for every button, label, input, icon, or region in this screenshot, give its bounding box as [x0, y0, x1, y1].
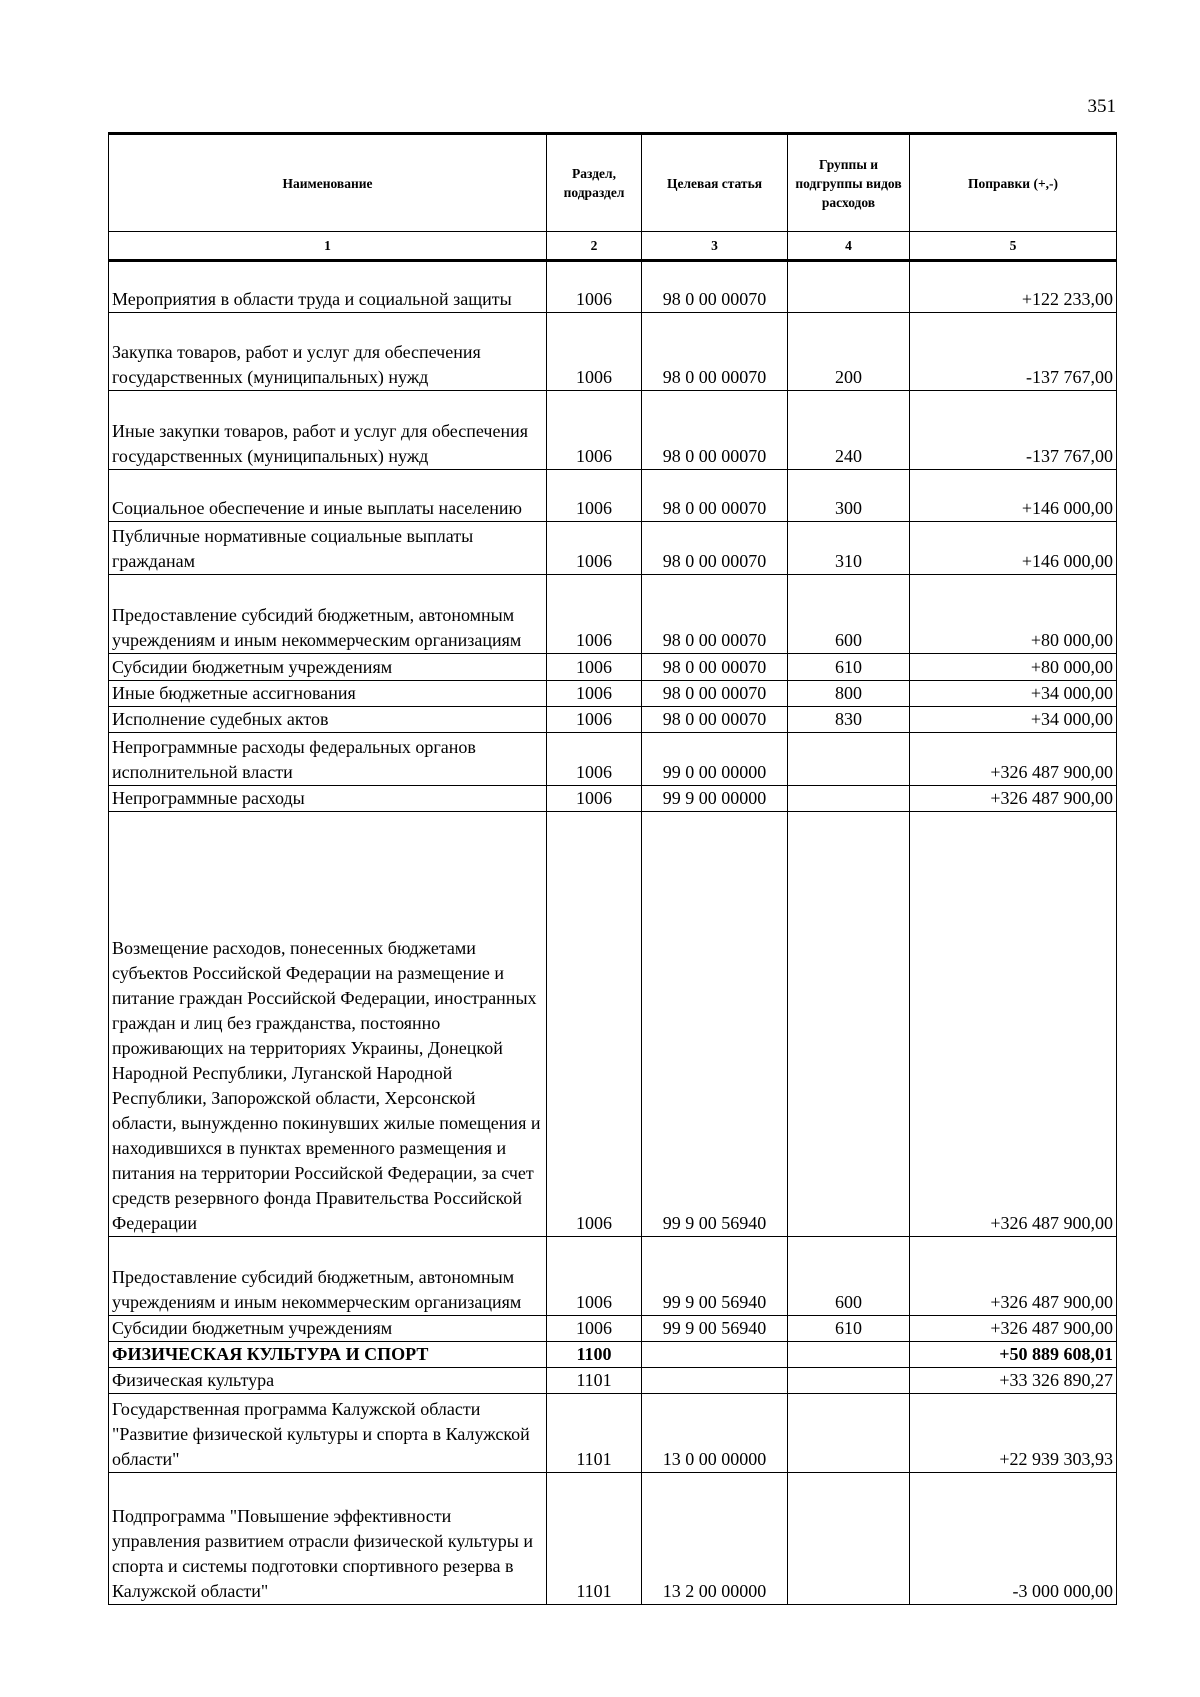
header-target: Целевая статья	[642, 134, 788, 232]
table-row	[109, 733, 1117, 786]
row-group	[788, 1394, 910, 1473]
header-groups: Группы и подгруппы видов расходов	[788, 134, 910, 232]
column-number-row	[109, 232, 1117, 261]
row-section: 1100	[547, 1342, 642, 1368]
table-row	[109, 575, 1117, 654]
row-name: Субсидии бюджетным учреждениям	[109, 1316, 547, 1342]
table-row	[109, 261, 1117, 313]
row-name: Возмещение расходов, понесенных бюджетами субъектов Российской Федерации на размещение и питание граждан Российской Федерации, иностранных граждан и лиц без гражданства, постоянно проживающих на территориях Украины, Донецкой Народной Республики, Луганской Народной Республики, Запорожской области, Херсонской области, вынужденно покинувших жилые помещения и находившихся в пунктах временного размещения и питания на территории Российской Федерации, за счет средств резервного фонда Правительства Российской Федерации	[109, 812, 547, 1237]
row-target: 98 0 00 00070	[642, 522, 788, 575]
row-amount: +34 000,00	[910, 707, 1117, 733]
header-amendments: Поправки (+,-)	[910, 134, 1117, 232]
row-section: 1101	[547, 1368, 642, 1394]
row-target: 99 9 00 56940	[642, 1237, 788, 1316]
row-name: Публичные нормативные социальные выплаты гражданам	[109, 522, 547, 575]
row-name: Непрограммные расходы	[109, 786, 547, 812]
table-row	[109, 1473, 1117, 1605]
table-row	[109, 470, 1117, 522]
row-target: 99 9 00 56940	[642, 812, 788, 1237]
row-group: 600	[788, 1237, 910, 1316]
table-row	[109, 1394, 1117, 1473]
row-target: 98 0 00 00070	[642, 681, 788, 707]
row-section: 1006	[547, 313, 642, 391]
row-target: 98 0 00 00070	[642, 707, 788, 733]
row-section: 1006	[547, 1316, 642, 1342]
row-amount: +22 939 303,93	[910, 1394, 1117, 1473]
row-section: 1006	[547, 733, 642, 786]
table-row	[109, 522, 1117, 575]
row-amount: -137 767,00	[910, 313, 1117, 391]
row-group: 600	[788, 575, 910, 654]
row-target: 98 0 00 00070	[642, 470, 788, 522]
row-amount: +80 000,00	[910, 575, 1117, 654]
row-name: Иные бюджетные ассигнования	[109, 681, 547, 707]
row-name: Закупка товаров, работ и услуг для обеспечения государственных (муниципальных) нужд	[109, 313, 547, 391]
row-section: 1101	[547, 1394, 642, 1473]
row-name: Социальное обеспечение и иные выплаты населению	[109, 470, 547, 522]
row-amount: +34 000,00	[910, 681, 1117, 707]
row-group	[788, 812, 910, 1237]
row-name: Физическая культура	[109, 1368, 547, 1394]
row-group: 310	[788, 522, 910, 575]
row-group: 830	[788, 707, 910, 733]
row-group: 200	[788, 313, 910, 391]
row-section: 1006	[547, 391, 642, 470]
table-row	[109, 786, 1117, 812]
column-number: 3	[642, 232, 788, 261]
row-target: 99 0 00 00000	[642, 733, 788, 786]
table-row	[109, 1342, 1117, 1368]
row-group: 610	[788, 654, 910, 681]
table-row	[109, 812, 1117, 1237]
row-section: 1006	[547, 812, 642, 1237]
budget-amendments-table	[108, 132, 1117, 1605]
column-number: 5	[910, 232, 1117, 261]
row-group	[788, 786, 910, 812]
table-header-row	[109, 134, 1117, 232]
row-section: 1006	[547, 261, 642, 313]
row-target: 98 0 00 00070	[642, 313, 788, 391]
row-amount: +326 487 900,00	[910, 733, 1117, 786]
row-target: 99 9 00 56940	[642, 1316, 788, 1342]
row-section: 1006	[547, 470, 642, 522]
row-section: 1006	[547, 786, 642, 812]
row-name: Субсидии бюджетным учреждениям	[109, 654, 547, 681]
row-section: 1006	[547, 1237, 642, 1316]
row-amount: +80 000,00	[910, 654, 1117, 681]
table-row	[109, 1237, 1117, 1316]
row-group	[788, 1368, 910, 1394]
row-section: 1006	[547, 575, 642, 654]
row-target: 98 0 00 00070	[642, 391, 788, 470]
table-row	[109, 313, 1117, 391]
row-name: Предоставление субсидий бюджетным, автономным учреждениям и иным некоммерческим организациям	[109, 575, 547, 654]
row-amount: +326 487 900,00	[910, 786, 1117, 812]
row-group: 800	[788, 681, 910, 707]
row-section: 1006	[547, 522, 642, 575]
row-name: ФИЗИЧЕСКАЯ КУЛЬТУРА И СПОРТ	[109, 1342, 547, 1368]
row-amount: +146 000,00	[910, 470, 1117, 522]
row-name: Предоставление субсидий бюджетным, автономным учреждениям и иным некоммерческим организациям	[109, 1237, 547, 1316]
row-target: 98 0 00 00070	[642, 654, 788, 681]
row-amount: +326 487 900,00	[910, 812, 1117, 1237]
row-section: 1006	[547, 654, 642, 681]
row-target: 98 0 00 00070	[642, 575, 788, 654]
row-target: 98 0 00 00070	[642, 261, 788, 313]
table-row	[109, 707, 1117, 733]
header-name: Наименование	[109, 134, 547, 232]
page-number: 351	[1087, 96, 1116, 117]
column-number: 4	[788, 232, 910, 261]
row-amount: -3 000 000,00	[910, 1473, 1117, 1605]
table-row	[109, 1368, 1117, 1394]
table-row	[109, 391, 1117, 470]
row-group	[788, 733, 910, 786]
table-row	[109, 681, 1117, 707]
row-amount: +33 326 890,27	[910, 1368, 1117, 1394]
row-amount: +326 487 900,00	[910, 1316, 1117, 1342]
row-section: 1101	[547, 1473, 642, 1605]
row-group: 610	[788, 1316, 910, 1342]
row-name: Исполнение судебных актов	[109, 707, 547, 733]
column-number: 1	[109, 232, 547, 261]
row-target: 13 2 00 00000	[642, 1473, 788, 1605]
row-target	[642, 1342, 788, 1368]
row-amount: +122 233,00	[910, 261, 1117, 313]
table-row	[109, 1316, 1117, 1342]
row-section: 1006	[547, 681, 642, 707]
row-group: 300	[788, 470, 910, 522]
row-name: Иные закупки товаров, работ и услуг для обеспечения государственных (муниципальных) нужд	[109, 391, 547, 470]
row-name: Мероприятия в области труда и социальной защиты	[109, 261, 547, 313]
row-amount: +326 487 900,00	[910, 1237, 1117, 1316]
row-amount: +146 000,00	[910, 522, 1117, 575]
column-number: 2	[547, 232, 642, 261]
row-group	[788, 1342, 910, 1368]
row-target	[642, 1368, 788, 1394]
row-name: Непрограммные расходы федеральных органов исполнительной власти	[109, 733, 547, 786]
row-group	[788, 261, 910, 313]
header-section: Раздел, подраздел	[547, 134, 642, 232]
row-amount: +50 889 608,01	[910, 1342, 1117, 1368]
row-target: 99 9 00 00000	[642, 786, 788, 812]
row-section: 1006	[547, 707, 642, 733]
row-group	[788, 1473, 910, 1605]
row-amount: -137 767,00	[910, 391, 1117, 470]
row-name: Государственная программа Калужской области "Развитие физической культуры и спорта в Калужской области"	[109, 1394, 547, 1473]
table-row	[109, 654, 1117, 681]
row-target: 13 0 00 00000	[642, 1394, 788, 1473]
row-group: 240	[788, 391, 910, 470]
row-name: Подпрограмма "Повышение эффективности управления развитием отрасли физической культуры и спорта и системы подготовки спортивного резерва в Калужской области"	[109, 1473, 547, 1605]
